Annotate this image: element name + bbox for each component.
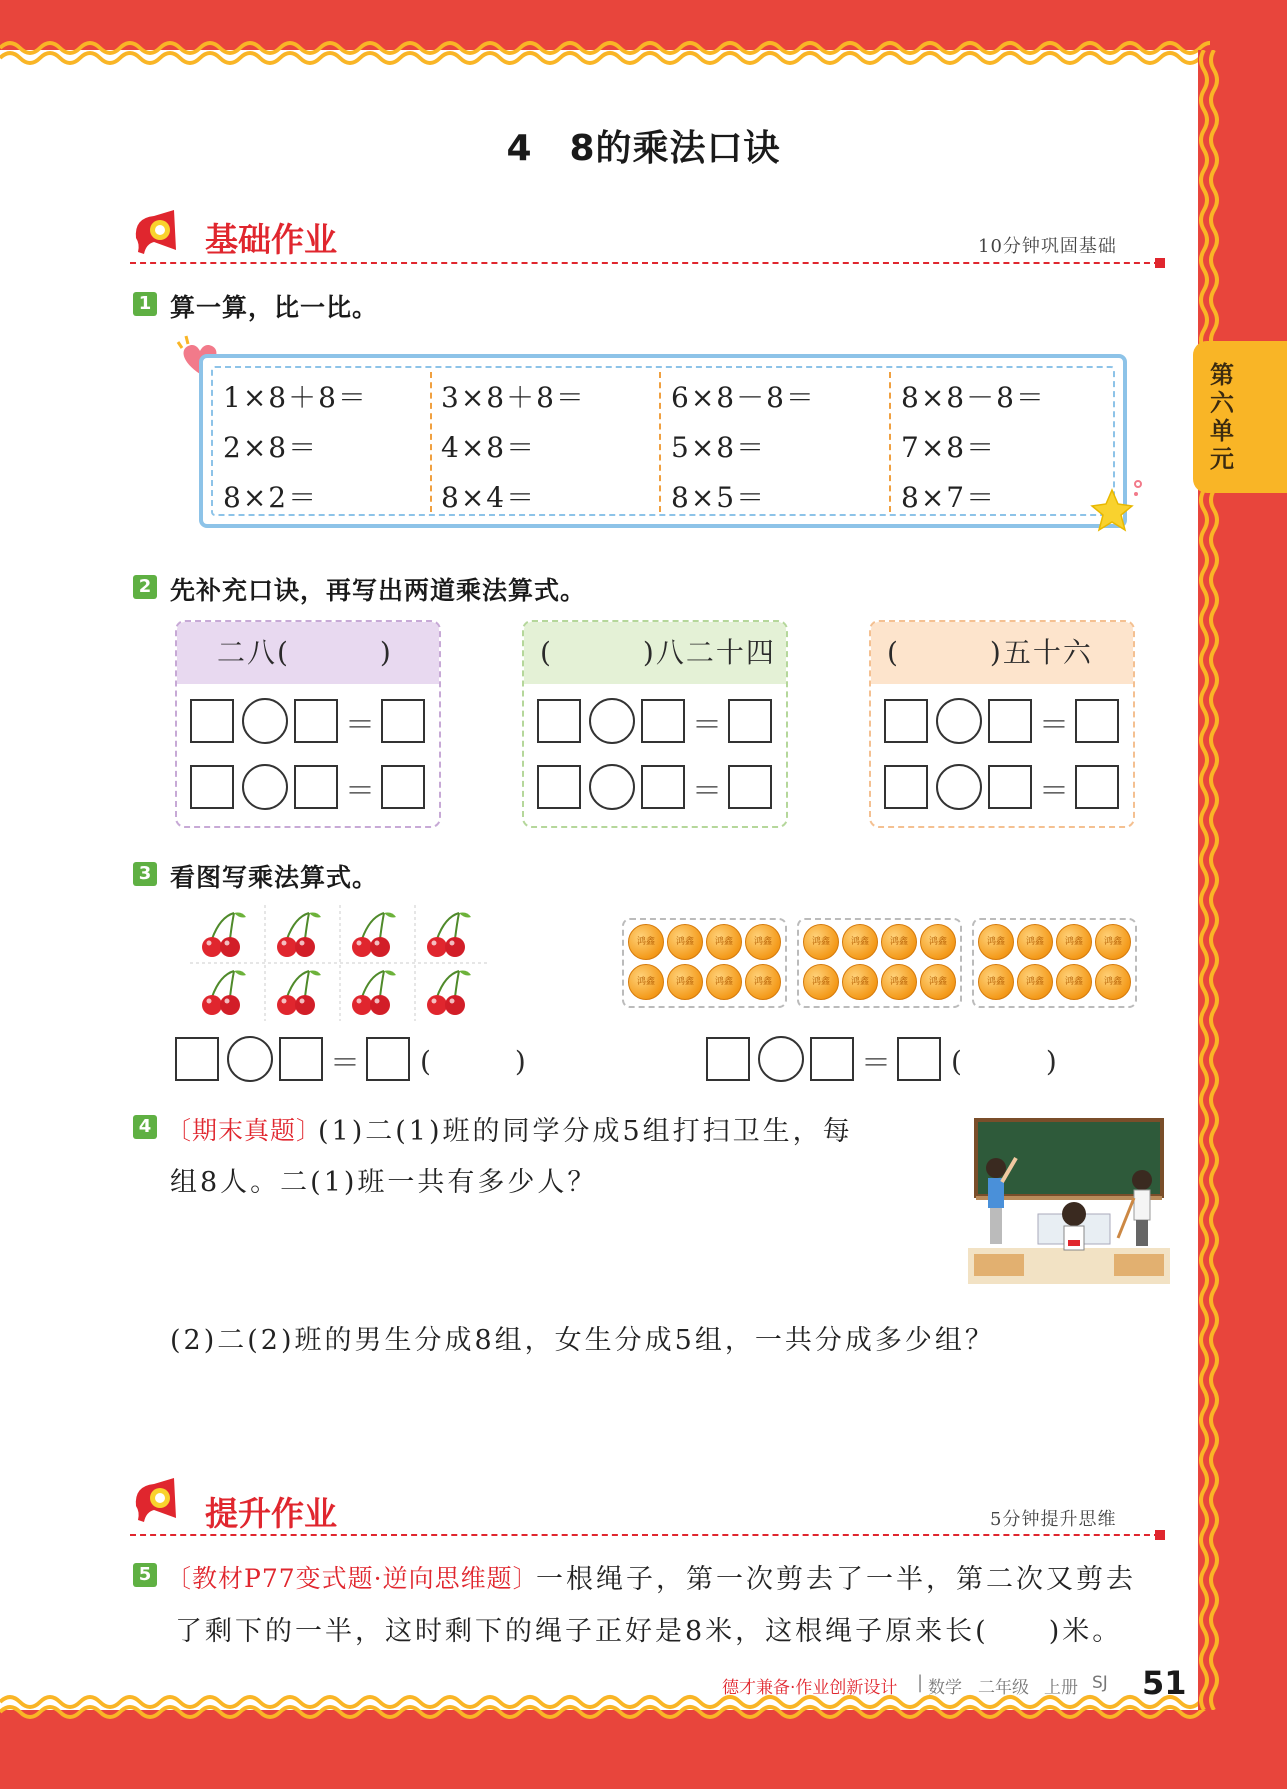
- classroom-illustration: [968, 1118, 1170, 1284]
- calc-item: 2×8＝: [223, 431, 319, 464]
- calc-item: 8×2＝: [223, 481, 319, 514]
- orange: 鸿鑫: [803, 924, 839, 960]
- footer-subject: 数学: [928, 1678, 962, 1698]
- answer-box[interactable]: [810, 1037, 854, 1081]
- advanced-section-divider: [130, 1534, 1160, 1536]
- answer-box[interactable]: [175, 1037, 219, 1081]
- orange-layer: [622, 918, 1139, 1010]
- answer-box[interactable]: [897, 1037, 941, 1081]
- answer-box[interactable]: [190, 699, 234, 743]
- question-4-part2: (2)二(2)班的男生分成8组，女生分成5组，一共分成多少组？: [170, 1325, 995, 1356]
- top-wave-border: [0, 38, 1210, 78]
- answer-box[interactable]: [381, 699, 425, 743]
- divider-end-dot: [1155, 258, 1165, 268]
- answer-box[interactable]: [728, 765, 772, 809]
- footer-grade: 二年级: [978, 1678, 1029, 1698]
- answer-box[interactable]: [988, 765, 1032, 809]
- answer-box[interactable]: [1075, 765, 1119, 809]
- answer-box[interactable]: [728, 699, 772, 743]
- column-separator: [889, 372, 891, 512]
- calc-item: 8×7＝: [901, 481, 997, 514]
- calc-item: 8×8－8＝: [901, 381, 1046, 414]
- orange: 鸿鑫: [978, 964, 1014, 1000]
- question-2-prompt: 先补充口诀，再写出两道乘法算式。: [170, 576, 587, 605]
- equals-sign: ＝: [692, 774, 722, 809]
- star-icon: [1086, 476, 1146, 540]
- question-source-tag: 〔教材P77变式题·逆向思维题〕: [166, 1564, 539, 1593]
- orange: 鸿鑫: [706, 964, 742, 1000]
- question-number: 5: [133, 1563, 157, 1587]
- answer-box[interactable]: [706, 1037, 750, 1081]
- rhyme-answer-paren[interactable]: ( ): [420, 1045, 526, 1078]
- footer-brand: 德才兼备·作业创新设计: [722, 1678, 898, 1698]
- equals-sign: ＝: [1039, 774, 1069, 809]
- equals-sign: ＝: [861, 1046, 891, 1081]
- orange: 鸿鑫: [1017, 924, 1053, 960]
- calculation-frame: [199, 354, 1127, 528]
- answer-box[interactable]: [641, 765, 685, 809]
- megaphone-icon: [130, 1476, 186, 1528]
- question-number: 2: [133, 575, 157, 599]
- orange: 鸿鑫: [1056, 924, 1092, 960]
- operator-circle[interactable]: [589, 698, 635, 744]
- calc-item: 8×4＝: [441, 481, 537, 514]
- calc-item: 8×5＝: [671, 481, 767, 514]
- answer-box[interactable]: [641, 699, 685, 743]
- footer-volume: 上册: [1044, 1678, 1078, 1698]
- unit-side-tab-label: 第六单元: [1210, 361, 1234, 473]
- rhyme-prompt: ( )八二十四: [524, 622, 786, 684]
- question-number: 4: [133, 1115, 157, 1139]
- right-wave-border: [1198, 50, 1228, 1710]
- answer-box[interactable]: [190, 765, 234, 809]
- question-source-tag: 〔期末真题〕: [166, 1116, 323, 1145]
- advanced-section-note: 5分钟提升思维: [990, 1509, 1117, 1530]
- orange: 鸿鑫: [1017, 964, 1053, 1000]
- megaphone-icon: [130, 208, 186, 260]
- orange: 鸿鑫: [745, 924, 781, 960]
- operator-circle[interactable]: [936, 764, 982, 810]
- answer-box[interactable]: [884, 699, 928, 743]
- orange: 鸿鑫: [978, 924, 1014, 960]
- answer-box[interactable]: [988, 699, 1032, 743]
- answer-box[interactable]: [537, 765, 581, 809]
- orange: 鸿鑫: [920, 924, 956, 960]
- calc-item: 6×8－8＝: [671, 381, 816, 414]
- orange: 鸿鑫: [881, 924, 917, 960]
- answer-box[interactable]: [294, 699, 338, 743]
- orange: 鸿鑫: [881, 964, 917, 1000]
- equals-sign: ＝: [345, 708, 375, 743]
- basic-section-note: 10分钟巩固基础: [978, 236, 1117, 257]
- answer-box[interactable]: [381, 765, 425, 809]
- answer-box[interactable]: [884, 765, 928, 809]
- page-title: 4 8的乘法口诀: [506, 128, 781, 169]
- calc-item: 1×8＋8＝: [223, 381, 368, 414]
- answer-box[interactable]: [279, 1037, 323, 1081]
- question-number: 3: [133, 862, 157, 886]
- footer-edition: SJ: [1092, 1673, 1108, 1693]
- question-number: 1: [133, 292, 157, 316]
- question-5-line2: 了剩下的一半，这时剩下的绳子正好是8米，这根绳子原来长( )米。: [175, 1616, 1123, 1647]
- orange: 鸿鑫: [667, 964, 703, 1000]
- orange: 鸿鑫: [1056, 964, 1092, 1000]
- answer-box[interactable]: [1075, 699, 1119, 743]
- advanced-section-heading: 提升作业: [205, 1494, 337, 1533]
- orange: 鸿鑫: [920, 964, 956, 1000]
- basic-section-heading: 基础作业: [205, 220, 337, 259]
- orange: 鸿鑫: [1095, 964, 1131, 1000]
- basic-section-divider: [130, 262, 1160, 264]
- operator-circle[interactable]: [936, 698, 982, 744]
- question-4-part1-line2: 组8人。二(1)班一共有多少人？: [170, 1167, 598, 1198]
- orange: 鸿鑫: [628, 964, 664, 1000]
- orange: 鸿鑫: [745, 964, 781, 1000]
- question-5-line1: 一根绳子，第一次剪去了一半，第二次又剪去: [536, 1564, 1136, 1595]
- rhyme-answer-paren[interactable]: ( ): [951, 1045, 1057, 1078]
- calc-item: 7×8＝: [901, 431, 997, 464]
- question-1-prompt: 算一算，比一比。: [170, 293, 379, 322]
- orange: 鸿鑫: [803, 964, 839, 1000]
- question-4-part1-line1: (1)二(1)班的同学分成5组打扫卫生，每: [318, 1116, 853, 1147]
- rhyme-prompt: ( )五十六: [871, 622, 1133, 684]
- orange: 鸿鑫: [842, 924, 878, 960]
- page-number: 51: [1142, 1664, 1187, 1702]
- equals-sign: ＝: [345, 774, 375, 809]
- answer-box[interactable]: [366, 1037, 410, 1081]
- orange: 鸿鑫: [842, 964, 878, 1000]
- equals-sign: ＝: [692, 708, 722, 743]
- operator-circle[interactable]: [589, 764, 635, 810]
- calc-item: 5×8＝: [671, 431, 767, 464]
- orange: 鸿鑫: [1095, 924, 1131, 960]
- divider-end-dot: [1155, 1530, 1165, 1540]
- answer-box[interactable]: [294, 765, 338, 809]
- unit-side-tab: [1193, 341, 1287, 493]
- column-separator: [430, 372, 432, 512]
- operator-circle[interactable]: [227, 1036, 273, 1082]
- calc-item: 3×8＋8＝: [441, 381, 586, 414]
- orange: 鸿鑫: [667, 924, 703, 960]
- calc-item: 4×8＝: [441, 431, 537, 464]
- answer-box[interactable]: [537, 699, 581, 743]
- equals-sign: ＝: [1039, 708, 1069, 743]
- question-3-prompt: 看图写乘法算式。: [170, 863, 379, 892]
- operator-circle[interactable]: [242, 764, 288, 810]
- equals-sign: ＝: [330, 1046, 360, 1081]
- operator-circle[interactable]: [758, 1036, 804, 1082]
- cherries-illustration: [190, 905, 490, 1021]
- column-separator: [659, 372, 661, 512]
- footer-divider: |: [917, 1672, 924, 1693]
- rhyme-prompt: 二八( ): [177, 622, 439, 684]
- orange: 鸿鑫: [706, 924, 742, 960]
- orange: 鸿鑫: [628, 924, 664, 960]
- operator-circle[interactable]: [242, 698, 288, 744]
